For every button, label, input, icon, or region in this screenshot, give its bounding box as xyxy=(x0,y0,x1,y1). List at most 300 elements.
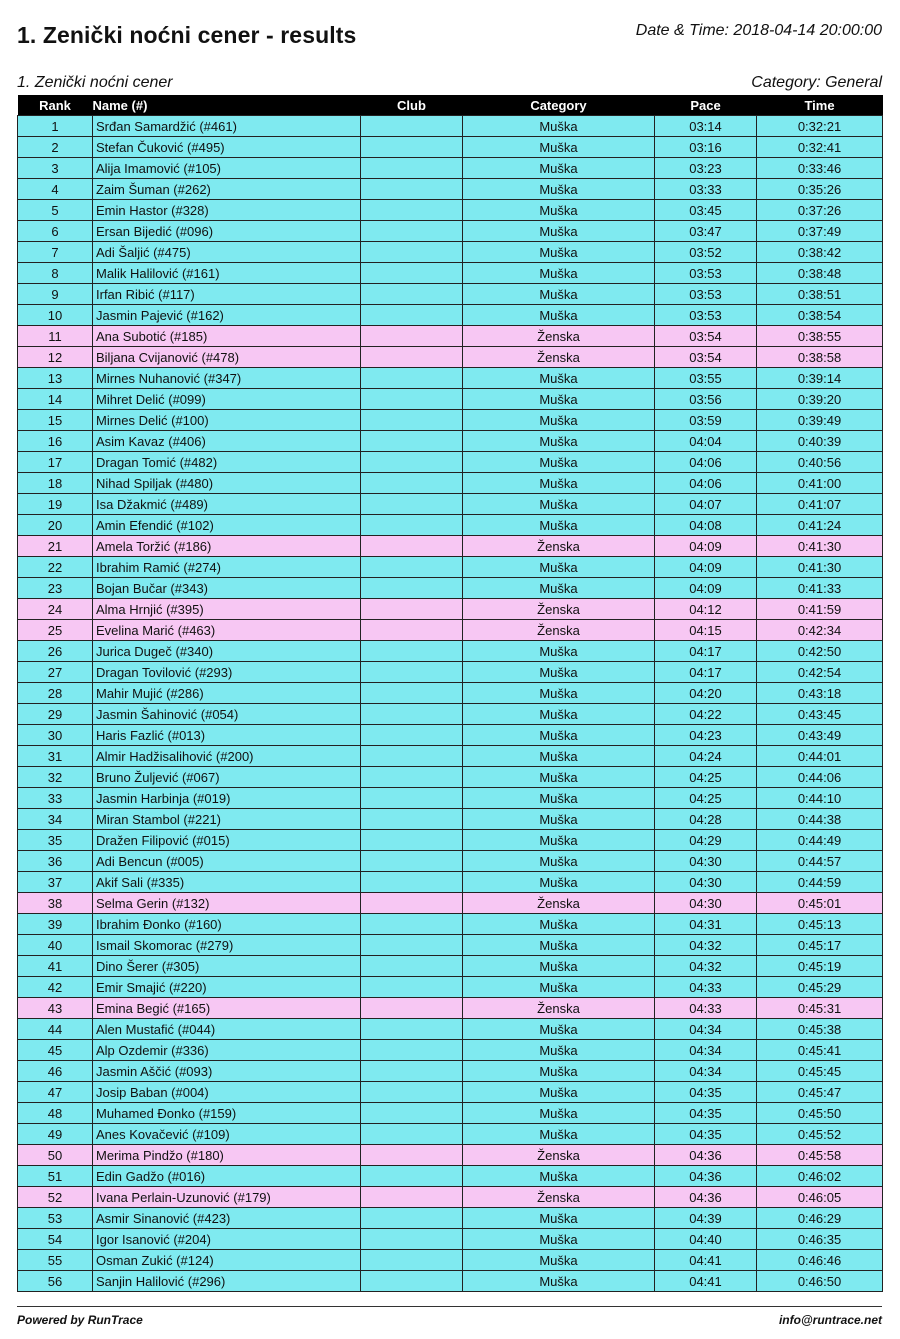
cell-pace: 04:17 xyxy=(655,641,757,662)
column-header-pace: Pace xyxy=(655,95,757,116)
page-title: 1. Zenički noćni cener - results xyxy=(17,22,357,48)
cell-category: Muška xyxy=(463,809,655,830)
cell-name: Jasmin Pajević (#162) xyxy=(93,305,361,326)
cell-pace: 04:35 xyxy=(655,1124,757,1145)
cell-rank: 14 xyxy=(18,389,93,410)
cell-category: Muška xyxy=(463,263,655,284)
cell-rank: 42 xyxy=(18,977,93,998)
cell-club xyxy=(361,263,463,284)
cell-category: Muška xyxy=(463,515,655,536)
cell-club xyxy=(361,1082,463,1103)
cell-club xyxy=(361,284,463,305)
cell-rank: 7 xyxy=(18,242,93,263)
cell-time: 0:44:59 xyxy=(757,872,883,893)
cell-category: Muška xyxy=(463,767,655,788)
cell-time: 0:45:47 xyxy=(757,1082,883,1103)
cell-rank: 25 xyxy=(18,620,93,641)
table-row xyxy=(18,1103,883,1124)
cell-name: Sanjin Halilović (#296) xyxy=(93,1271,361,1292)
cell-time: 0:45:29 xyxy=(757,977,883,998)
cell-pace: 04:09 xyxy=(655,557,757,578)
cell-category: Ženska xyxy=(463,620,655,641)
cell-category: Muška xyxy=(463,494,655,515)
cell-time: 0:42:54 xyxy=(757,662,883,683)
cell-club xyxy=(361,578,463,599)
cell-name: Jasmin Harbinja (#019) xyxy=(93,788,361,809)
cell-rank: 13 xyxy=(18,368,93,389)
cell-name: Ismail Skomorac (#279) xyxy=(93,935,361,956)
cell-time: 0:43:49 xyxy=(757,725,883,746)
cell-club xyxy=(361,221,463,242)
cell-rank: 3 xyxy=(18,158,93,179)
cell-category: Muška xyxy=(463,914,655,935)
table-row xyxy=(18,746,883,767)
cell-rank: 51 xyxy=(18,1166,93,1187)
cell-category: Muška xyxy=(463,1271,655,1292)
table-row xyxy=(18,410,883,431)
cell-pace: 04:36 xyxy=(655,1166,757,1187)
cell-rank: 53 xyxy=(18,1208,93,1229)
cell-club xyxy=(361,1124,463,1145)
cell-club xyxy=(361,683,463,704)
table-row xyxy=(18,536,883,557)
table-row xyxy=(18,1019,883,1040)
cell-category: Ženska xyxy=(463,326,655,347)
cell-club xyxy=(361,305,463,326)
cell-rank: 16 xyxy=(18,431,93,452)
cell-rank: 23 xyxy=(18,578,93,599)
cell-pace: 04:32 xyxy=(655,935,757,956)
cell-club xyxy=(361,431,463,452)
cell-club xyxy=(361,1040,463,1061)
cell-name: Amin Efendić (#102) xyxy=(93,515,361,536)
table-row xyxy=(18,1271,883,1292)
table-row xyxy=(18,284,883,305)
cell-time: 0:44:49 xyxy=(757,830,883,851)
cell-rank: 33 xyxy=(18,788,93,809)
cell-category: Muška xyxy=(463,641,655,662)
cell-category: Muška xyxy=(463,179,655,200)
cell-category: Muška xyxy=(463,242,655,263)
cell-category: Muška xyxy=(463,1082,655,1103)
cell-category: Ženska xyxy=(463,599,655,620)
table-row xyxy=(18,578,883,599)
cell-name: Bojan Bučar (#343) xyxy=(93,578,361,599)
cell-club xyxy=(361,809,463,830)
cell-pace: 04:29 xyxy=(655,830,757,851)
table-row xyxy=(18,242,883,263)
table-row xyxy=(18,767,883,788)
cell-name: Irfan Ribić (#117) xyxy=(93,284,361,305)
cell-rank: 8 xyxy=(18,263,93,284)
table-row xyxy=(18,1229,883,1250)
cell-category: Muška xyxy=(463,158,655,179)
cell-pace: 04:30 xyxy=(655,872,757,893)
cell-time: 0:45:13 xyxy=(757,914,883,935)
cell-name: Alp Ozdemir (#336) xyxy=(93,1040,361,1061)
cell-name: Adi Šaljić (#475) xyxy=(93,242,361,263)
cell-club xyxy=(361,1103,463,1124)
cell-category: Muška xyxy=(463,473,655,494)
cell-time: 0:41:07 xyxy=(757,494,883,515)
table-row xyxy=(18,725,883,746)
cell-pace: 04:30 xyxy=(655,851,757,872)
cell-club xyxy=(361,410,463,431)
cell-time: 0:41:30 xyxy=(757,536,883,557)
cell-club xyxy=(361,1187,463,1208)
table-row xyxy=(18,158,883,179)
cell-name: Haris Fazlić (#013) xyxy=(93,725,361,746)
cell-category: Muška xyxy=(463,872,655,893)
cell-pace: 04:04 xyxy=(655,431,757,452)
cell-name: Asim Kavaz (#406) xyxy=(93,431,361,452)
cell-name: Akif Sali (#335) xyxy=(93,872,361,893)
cell-category: Muška xyxy=(463,221,655,242)
table-row xyxy=(18,641,883,662)
cell-pace: 04:30 xyxy=(655,893,757,914)
table-row xyxy=(18,914,883,935)
cell-club xyxy=(361,704,463,725)
cell-rank: 20 xyxy=(18,515,93,536)
cell-name: Evelina Marić (#463) xyxy=(93,620,361,641)
cell-category: Muška xyxy=(463,725,655,746)
cell-rank: 50 xyxy=(18,1145,93,1166)
cell-club xyxy=(361,200,463,221)
cell-time: 0:46:02 xyxy=(757,1166,883,1187)
cell-name: Srđan Samardžić (#461) xyxy=(93,116,361,137)
cell-time: 0:32:21 xyxy=(757,116,883,137)
cell-name: Igor Isanović (#204) xyxy=(93,1229,361,1250)
cell-time: 0:42:34 xyxy=(757,620,883,641)
table-row xyxy=(18,788,883,809)
cell-name: Stefan Čuković (#495) xyxy=(93,137,361,158)
cell-category: Ženska xyxy=(463,536,655,557)
cell-rank: 21 xyxy=(18,536,93,557)
cell-rank: 31 xyxy=(18,746,93,767)
cell-pace: 04:41 xyxy=(655,1271,757,1292)
cell-pace: 03:23 xyxy=(655,158,757,179)
cell-category: Muška xyxy=(463,557,655,578)
cell-category: Muška xyxy=(463,284,655,305)
cell-club xyxy=(361,389,463,410)
cell-name: Ibrahim Ramić (#274) xyxy=(93,557,361,578)
cell-time: 0:40:39 xyxy=(757,431,883,452)
cell-time: 0:44:10 xyxy=(757,788,883,809)
cell-club xyxy=(361,872,463,893)
cell-time: 0:43:18 xyxy=(757,683,883,704)
cell-pace: 03:56 xyxy=(655,389,757,410)
cell-pace: 04:40 xyxy=(655,1229,757,1250)
cell-category: Muška xyxy=(463,746,655,767)
cell-time: 0:37:49 xyxy=(757,221,883,242)
cell-club xyxy=(361,1271,463,1292)
cell-club xyxy=(361,116,463,137)
table-row xyxy=(18,263,883,284)
event-datetime: Date & Time: 2018-04-14 20:00:00 xyxy=(635,22,882,39)
table-row xyxy=(18,998,883,1019)
cell-time: 0:41:59 xyxy=(757,599,883,620)
cell-club xyxy=(361,242,463,263)
cell-club xyxy=(361,536,463,557)
cell-club xyxy=(361,473,463,494)
cell-time: 0:45:50 xyxy=(757,1103,883,1124)
cell-rank: 48 xyxy=(18,1103,93,1124)
cell-pace: 03:53 xyxy=(655,263,757,284)
cell-rank: 37 xyxy=(18,872,93,893)
cell-time: 0:41:30 xyxy=(757,557,883,578)
cell-club xyxy=(361,515,463,536)
cell-club xyxy=(361,1250,463,1271)
cell-category: Ženska xyxy=(463,1187,655,1208)
cell-club xyxy=(361,1019,463,1040)
cell-time: 0:44:06 xyxy=(757,767,883,788)
cell-category: Muška xyxy=(463,977,655,998)
cell-pace: 04:20 xyxy=(655,683,757,704)
cell-rank: 28 xyxy=(18,683,93,704)
cell-club xyxy=(361,452,463,473)
cell-name: Anes Kovačević (#109) xyxy=(93,1124,361,1145)
cell-time: 0:41:24 xyxy=(757,515,883,536)
cell-rank: 4 xyxy=(18,179,93,200)
cell-name: Dragan Tomić (#482) xyxy=(93,452,361,473)
table-row xyxy=(18,620,883,641)
cell-rank: 17 xyxy=(18,452,93,473)
cell-club xyxy=(361,662,463,683)
column-header-club: Club xyxy=(361,95,463,116)
cell-name: Jurica Dugeč (#340) xyxy=(93,641,361,662)
cell-rank: 19 xyxy=(18,494,93,515)
cell-time: 0:38:51 xyxy=(757,284,883,305)
cell-name: Dino Šerer (#305) xyxy=(93,956,361,977)
cell-name: Ersan Bijedić (#096) xyxy=(93,221,361,242)
cell-category: Muška xyxy=(463,1208,655,1229)
cell-category: Muška xyxy=(463,1166,655,1187)
cell-pace: 04:07 xyxy=(655,494,757,515)
cell-club xyxy=(361,557,463,578)
cell-name: Emin Hastor (#328) xyxy=(93,200,361,221)
table-row xyxy=(18,851,883,872)
table-row xyxy=(18,1082,883,1103)
cell-club xyxy=(361,914,463,935)
cell-name: Emir Smajić (#220) xyxy=(93,977,361,998)
table-row xyxy=(18,956,883,977)
cell-time: 0:45:01 xyxy=(757,893,883,914)
cell-pace: 04:09 xyxy=(655,578,757,599)
cell-rank: 49 xyxy=(18,1124,93,1145)
cell-rank: 27 xyxy=(18,662,93,683)
cell-name: Mirnes Nuhanović (#347) xyxy=(93,368,361,389)
cell-rank: 18 xyxy=(18,473,93,494)
cell-name: Malik Halilović (#161) xyxy=(93,263,361,284)
cell-rank: 9 xyxy=(18,284,93,305)
table-row xyxy=(18,1061,883,1082)
cell-pace: 03:59 xyxy=(655,410,757,431)
cell-name: Jasmin Aščić (#093) xyxy=(93,1061,361,1082)
cell-club xyxy=(361,767,463,788)
cell-name: Alen Mustafić (#044) xyxy=(93,1019,361,1040)
table-row xyxy=(18,473,883,494)
cell-name: Alma Hrnjić (#395) xyxy=(93,599,361,620)
cell-pace: 03:45 xyxy=(655,200,757,221)
cell-club xyxy=(361,830,463,851)
cell-time: 0:38:58 xyxy=(757,347,883,368)
cell-category: Muška xyxy=(463,935,655,956)
cell-time: 0:45:52 xyxy=(757,1124,883,1145)
cell-pace: 03:33 xyxy=(655,179,757,200)
cell-pace: 04:33 xyxy=(655,977,757,998)
cell-rank: 36 xyxy=(18,851,93,872)
cell-club xyxy=(361,599,463,620)
table-row xyxy=(18,977,883,998)
cell-category: Muška xyxy=(463,410,655,431)
table-row xyxy=(18,809,883,830)
cell-time: 0:38:48 xyxy=(757,263,883,284)
table-row xyxy=(18,389,883,410)
table-row xyxy=(18,557,883,578)
cell-rank: 29 xyxy=(18,704,93,725)
cell-name: Mihret Delić (#099) xyxy=(93,389,361,410)
cell-pace: 04:25 xyxy=(655,767,757,788)
cell-category: Muška xyxy=(463,578,655,599)
column-header-rank: Rank xyxy=(18,95,93,116)
cell-rank: 15 xyxy=(18,410,93,431)
cell-time: 0:40:56 xyxy=(757,452,883,473)
cell-pace: 04:06 xyxy=(655,473,757,494)
cell-club xyxy=(361,977,463,998)
table-row xyxy=(18,221,883,242)
table-row xyxy=(18,200,883,221)
cell-category: Muška xyxy=(463,1250,655,1271)
cell-club xyxy=(361,179,463,200)
cell-rank: 47 xyxy=(18,1082,93,1103)
cell-rank: 30 xyxy=(18,725,93,746)
table-row xyxy=(18,683,883,704)
cell-pace: 04:24 xyxy=(655,746,757,767)
cell-rank: 35 xyxy=(18,830,93,851)
cell-club xyxy=(361,725,463,746)
cell-pace: 03:54 xyxy=(655,326,757,347)
cell-club xyxy=(361,1166,463,1187)
cell-name: Osman Zukić (#124) xyxy=(93,1250,361,1271)
table-row xyxy=(18,326,883,347)
cell-name: Mahir Mujić (#286) xyxy=(93,683,361,704)
cell-rank: 24 xyxy=(18,599,93,620)
cell-club xyxy=(361,1208,463,1229)
cell-pace: 03:47 xyxy=(655,221,757,242)
cell-name: Ana Subotić (#185) xyxy=(93,326,361,347)
cell-name: Edin Gadžo (#016) xyxy=(93,1166,361,1187)
cell-time: 0:41:00 xyxy=(757,473,883,494)
cell-time: 0:39:49 xyxy=(757,410,883,431)
cell-name: Miran Stambol (#221) xyxy=(93,809,361,830)
cell-club xyxy=(361,326,463,347)
table-row xyxy=(18,704,883,725)
cell-pace: 04:41 xyxy=(655,1250,757,1271)
cell-category: Muška xyxy=(463,683,655,704)
cell-time: 0:45:19 xyxy=(757,956,883,977)
cell-rank: 39 xyxy=(18,914,93,935)
cell-pace: 04:35 xyxy=(655,1082,757,1103)
cell-rank: 1 xyxy=(18,116,93,137)
cell-pace: 04:36 xyxy=(655,1145,757,1166)
cell-club xyxy=(361,1229,463,1250)
cell-rank: 55 xyxy=(18,1250,93,1271)
table-row xyxy=(18,872,883,893)
cell-pace: 04:31 xyxy=(655,914,757,935)
table-header-row xyxy=(18,95,883,116)
cell-category: Muška xyxy=(463,368,655,389)
table-row xyxy=(18,1145,883,1166)
cell-name: Jasmin Šahinović (#054) xyxy=(93,704,361,725)
table-row xyxy=(18,368,883,389)
cell-category: Muška xyxy=(463,389,655,410)
cell-name: Merima Pindžo (#180) xyxy=(93,1145,361,1166)
cell-rank: 46 xyxy=(18,1061,93,1082)
cell-time: 0:46:29 xyxy=(757,1208,883,1229)
cell-category: Ženska xyxy=(463,1145,655,1166)
cell-category: Muška xyxy=(463,1229,655,1250)
cell-category: Muška xyxy=(463,1103,655,1124)
cell-time: 0:38:42 xyxy=(757,242,883,263)
cell-pace: 04:25 xyxy=(655,788,757,809)
cell-category: Ženska xyxy=(463,347,655,368)
cell-rank: 5 xyxy=(18,200,93,221)
cell-rank: 38 xyxy=(18,893,93,914)
table-row xyxy=(18,1124,883,1145)
cell-name: Mirnes Delić (#100) xyxy=(93,410,361,431)
cell-time: 0:44:38 xyxy=(757,809,883,830)
table-row xyxy=(18,830,883,851)
cell-rank: 11 xyxy=(18,326,93,347)
table-row xyxy=(18,662,883,683)
cell-club xyxy=(361,641,463,662)
cell-club xyxy=(361,158,463,179)
footer-divider xyxy=(17,1306,882,1307)
cell-category: Muška xyxy=(463,452,655,473)
cell-name: Ivana Perlain-Uzunović (#179) xyxy=(93,1187,361,1208)
footer-email: info@runtrace.net xyxy=(778,1313,882,1327)
cell-pace: 03:14 xyxy=(655,116,757,137)
cell-time: 0:45:17 xyxy=(757,935,883,956)
cell-rank: 40 xyxy=(18,935,93,956)
cell-rank: 2 xyxy=(18,137,93,158)
table-row xyxy=(18,1166,883,1187)
cell-name: Emina Begić (#165) xyxy=(93,998,361,1019)
cell-pace: 04:17 xyxy=(655,662,757,683)
cell-name: Selma Gerin (#132) xyxy=(93,893,361,914)
cell-rank: 6 xyxy=(18,221,93,242)
cell-club xyxy=(361,368,463,389)
cell-name: Alija Imamović (#105) xyxy=(93,158,361,179)
cell-time: 0:45:41 xyxy=(757,1040,883,1061)
cell-time: 0:46:50 xyxy=(757,1271,883,1292)
cell-category: Muška xyxy=(463,851,655,872)
cell-pace: 03:55 xyxy=(655,368,757,389)
cell-club xyxy=(361,1145,463,1166)
cell-name: Nihad Spiljak (#480) xyxy=(93,473,361,494)
cell-time: 0:45:58 xyxy=(757,1145,883,1166)
cell-time: 0:43:45 xyxy=(757,704,883,725)
cell-category: Ženska xyxy=(463,893,655,914)
cell-club xyxy=(361,998,463,1019)
cell-rank: 45 xyxy=(18,1040,93,1061)
cell-name: Muhamed Đonko (#159) xyxy=(93,1103,361,1124)
cell-pace: 04:34 xyxy=(655,1061,757,1082)
cell-time: 0:44:57 xyxy=(757,851,883,872)
cell-category: Muška xyxy=(463,305,655,326)
cell-pace: 04:35 xyxy=(655,1103,757,1124)
table-row xyxy=(18,515,883,536)
